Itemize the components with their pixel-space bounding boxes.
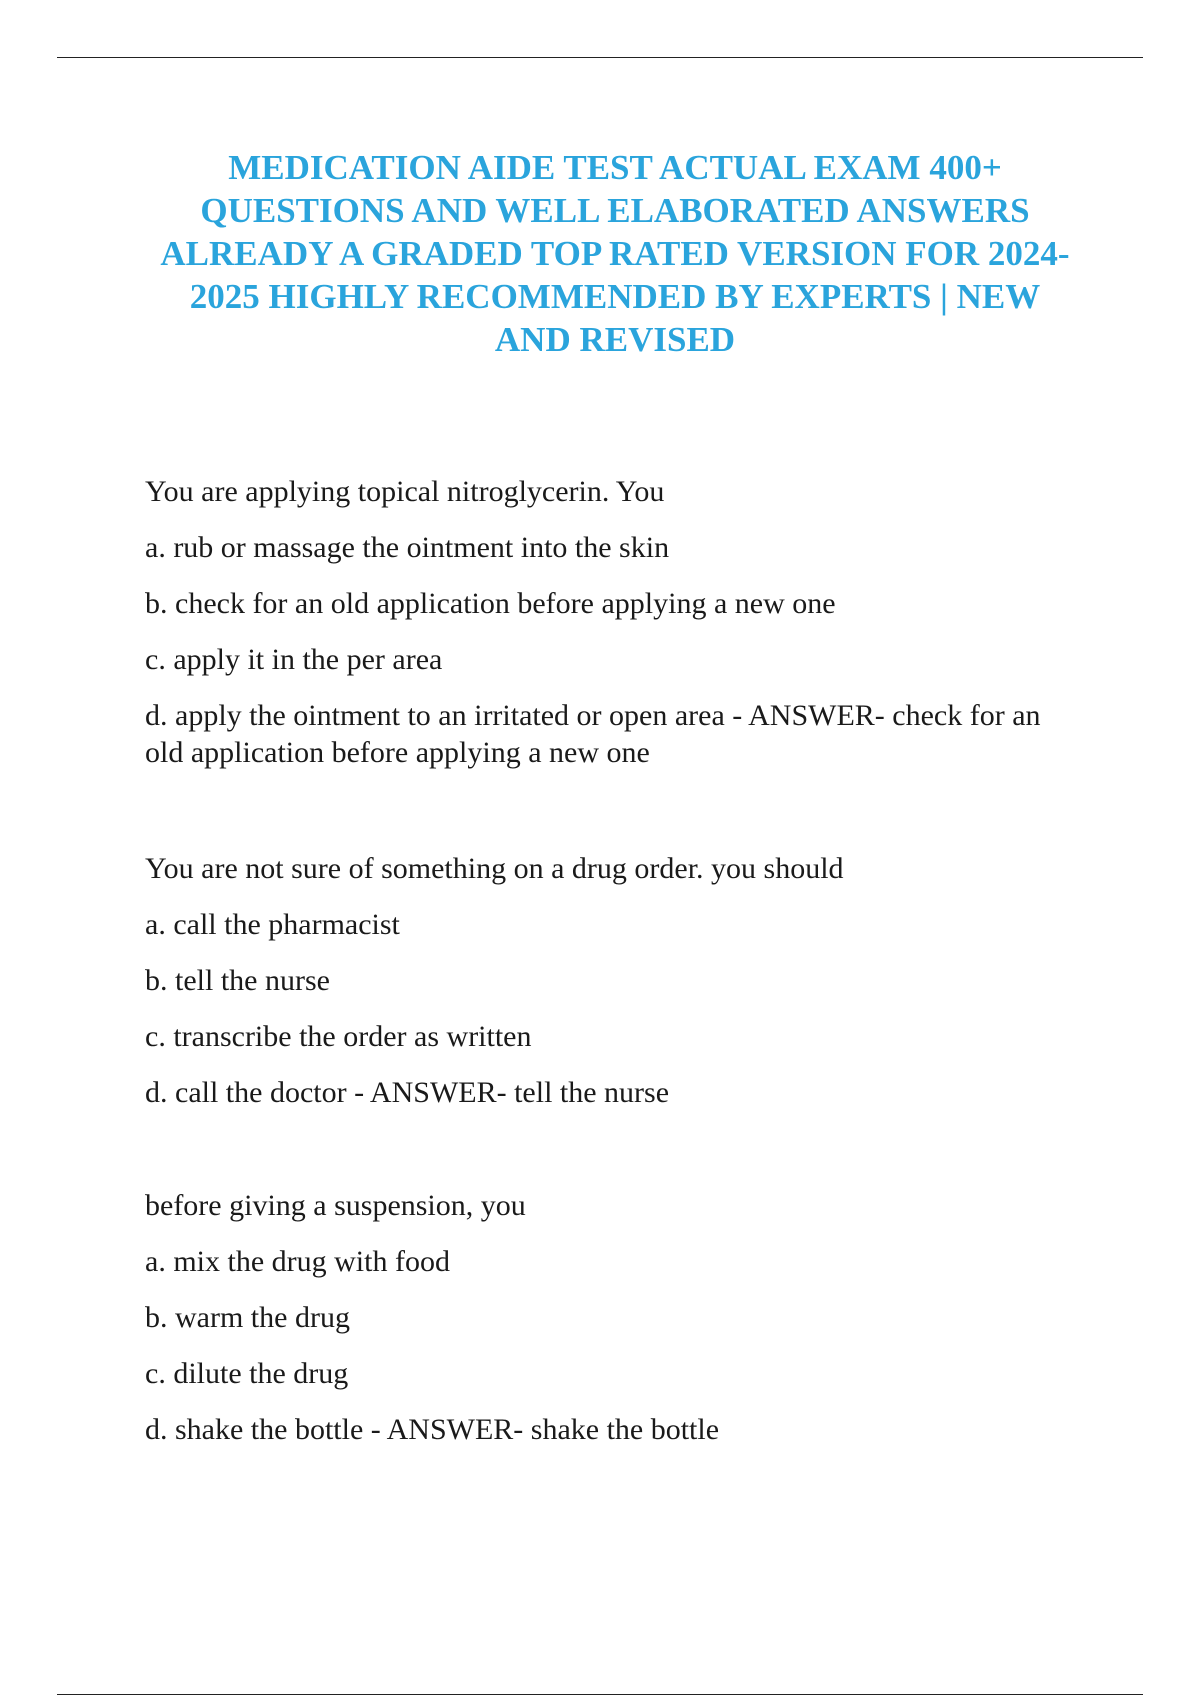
answer-option-a: a. rub or massage the ointment into the skin [145, 531, 670, 564]
question-prompt: You are applying topical nitroglycerin. You [145, 475, 665, 508]
top-divider [57, 57, 1143, 58]
document-title: MEDICATION AIDE TEST ACTUAL EXAM 400+ QUESTIONS AND WELL ELABORATED ANSWERS ALREADY A GRADED TOP RATED VERSION FOR 2024-2025 HIGHLY RECOMMENDED BY EXPERTS | NEW AND REVISED [160, 148, 1070, 359]
question-prompt: before giving a suspension, you [145, 1189, 526, 1222]
question-3 [145, 1187, 1085, 1467]
answer-option-d: d. shake the bottle - ANSWER- shake the bottle [145, 1413, 720, 1446]
answer-option-c: c. dilute the drug [145, 1357, 349, 1390]
answer-option-d: d. call the doctor - ANSWER- tell the nurse [145, 1076, 670, 1109]
question-2 [145, 850, 1085, 1130]
bottom-divider [57, 1694, 1143, 1695]
answer-option-d: d. apply the ointment to an irritated or open area - ANSWER- check for an old application before applying a new one [145, 699, 1041, 769]
question-1 [145, 473, 1085, 790]
answer-option-b: b. check for an old application before applying a new one [145, 587, 836, 620]
answer-option-b: b. warm the drug [145, 1301, 350, 1334]
question-prompt: You are not sure of something on a drug order. you should [145, 852, 844, 885]
answer-option-a: a. call the pharmacist [145, 908, 400, 941]
answer-option-c: c. apply it in the per area [145, 643, 443, 676]
answer-option-a: a. mix the drug with food [145, 1245, 450, 1278]
answer-option-b: b. tell the nurse [145, 964, 330, 997]
answer-option-c: c. transcribe the order as written [145, 1020, 532, 1053]
